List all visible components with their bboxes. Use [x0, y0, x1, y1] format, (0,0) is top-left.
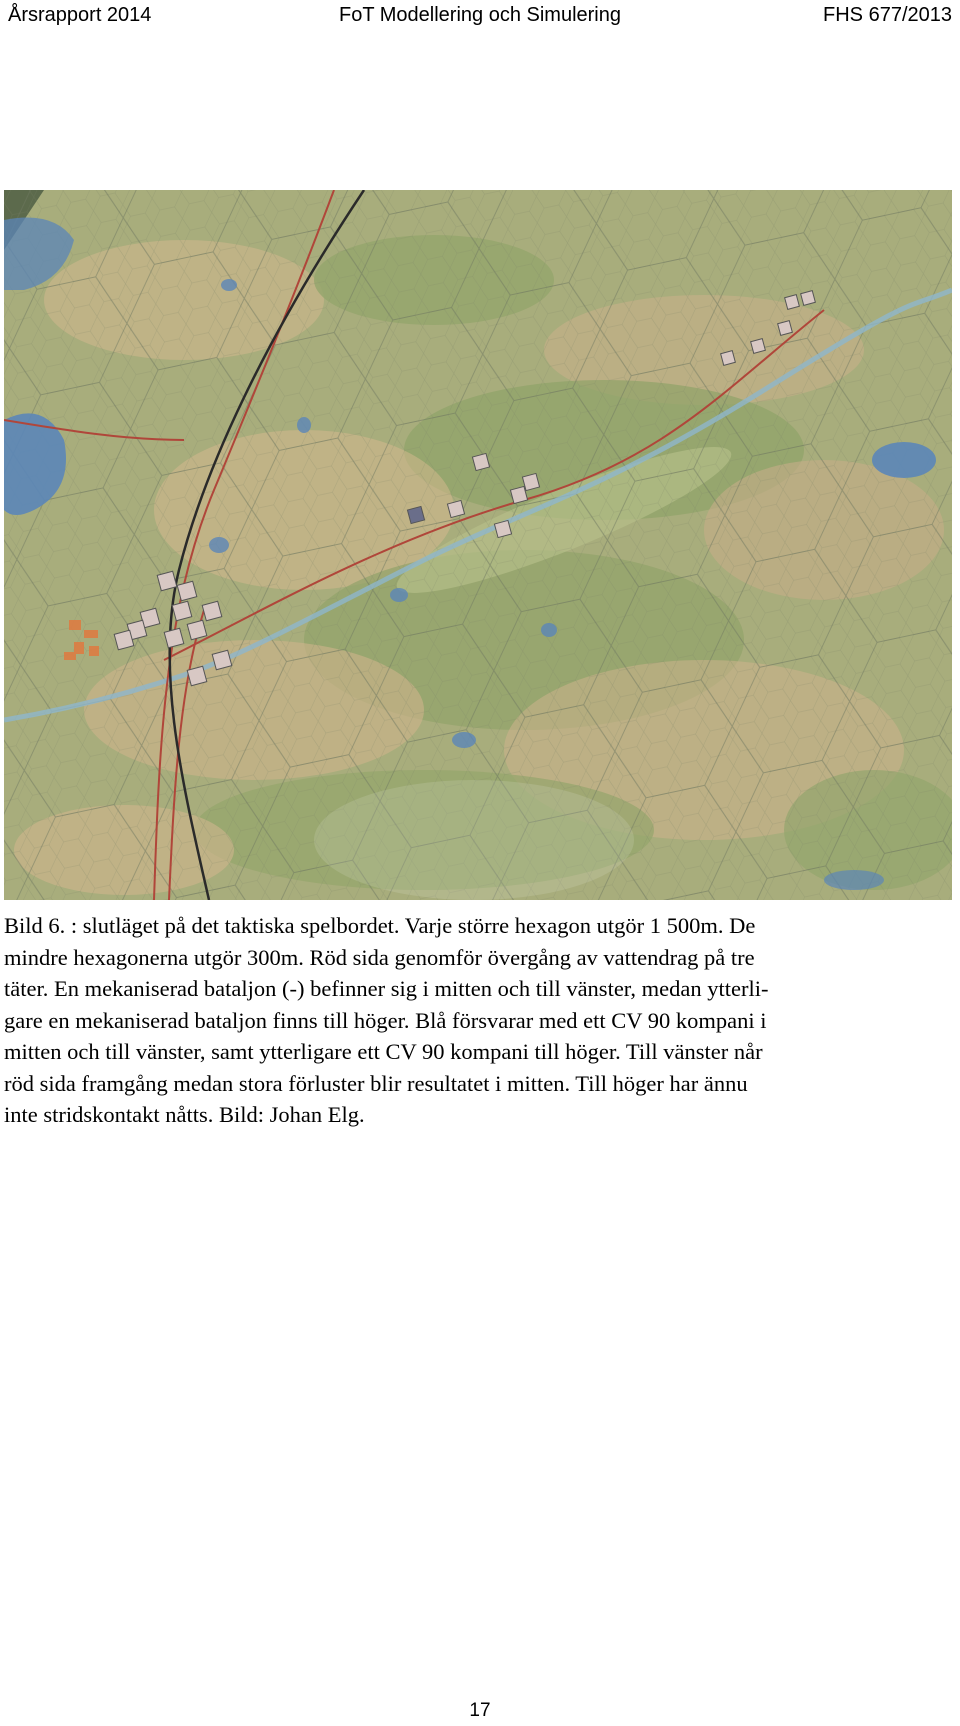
figure-caption: [4, 910, 950, 1131]
caption-line: mitten och till vänster, samt ytterligare ett CV 90 kompani till höger. Till vänster når: [4, 1039, 763, 1064]
caption-line: inte stridskontakt nåtts. Bild: Johan Elg.: [4, 1102, 365, 1127]
header-document-number: FHS 677/2013: [823, 4, 952, 26]
caption-line: mindre hexagonerna utgör 300m. Röd sida genomför övergång av vattendrag på tre: [4, 944, 755, 970]
tactical-map-photo: [4, 190, 952, 900]
caption-line: gare en mekaniserad bataljon finns till höger. Blå försvarar med ett CV 90 kompani i: [4, 1007, 767, 1033]
caption-line: röd sida framgång medan stora förluster blir resultatet i mitten. Till höger har ännu: [4, 1070, 748, 1096]
caption-line: täter. En mekaniserad bataljon (-) befinner sig i mitten och till vänster, medan ytterli-: [4, 976, 769, 1001]
header-report-title: Årsrapport 2014: [8, 4, 152, 26]
page-header: [0, 0, 960, 34]
page-number: 17: [469, 1700, 491, 1721]
caption-line: Bild 6. : slutläget på det taktiska spelbordet. Varje större hexagon utgör 1 500m. De: [4, 913, 756, 938]
glare-reflection: [314, 780, 634, 900]
header-project-title: FoT Modellering och Simulering: [339, 4, 621, 26]
